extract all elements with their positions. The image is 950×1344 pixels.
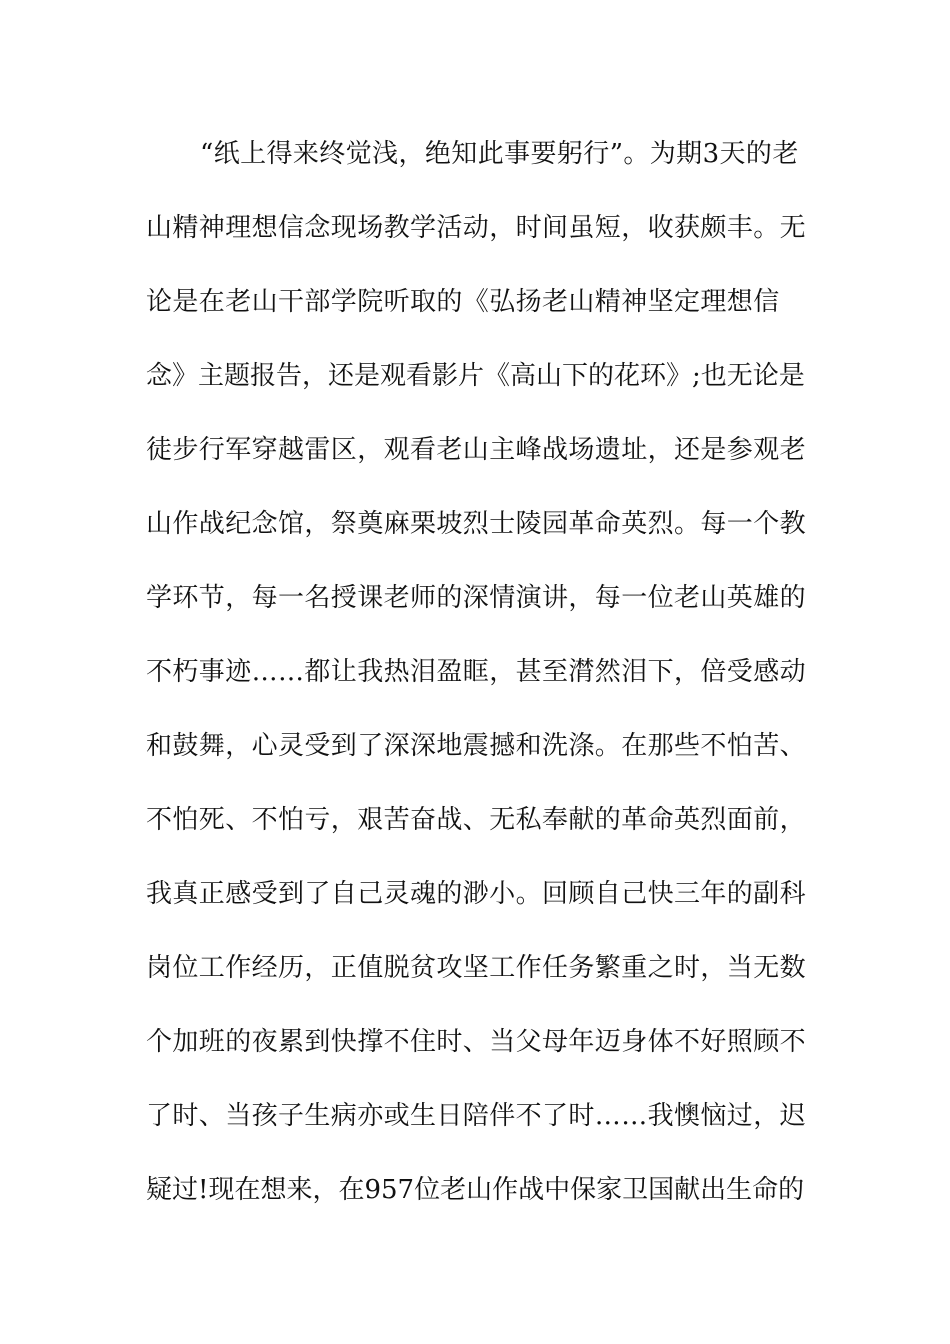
paragraph-line-6: 山作战纪念馆，祭奠麻栗坡烈士陵园革命英烈。每一个教 [146, 509, 807, 539]
paragraph-line-14: 了时、当孩子生病亦或生日陪伴不了时……我懊恼过，迟 [146, 1101, 807, 1131]
paragraph-line-10: 不怕死、不怕亏，艰苦奋战、无私奉献的革命英烈面前， [146, 805, 807, 835]
paragraph-line-8: 不朽事迹……都让我热泪盈眶，甚至潸然泪下，倍受感动 [146, 657, 807, 687]
paragraph-line-13: 个加班的夜累到快撑不住时、当父母年迈身体不好照顾不 [146, 1027, 807, 1057]
paragraph-line-4: 念》主题报告，还是观看影片《高山下的花环》;也无论是 [146, 361, 805, 391]
paragraph-line-1: “纸上得来终觉浅，绝知此事要躬行”。为期3天的老 [200, 139, 799, 169]
paragraph-line-2: 山精神理想信念现场教学活动，时间虽短，收获颇丰。无 [146, 213, 807, 243]
paragraph-line-5: 徒步行军穿越雷区，观看老山主峰战场遗址，还是参观老 [146, 435, 807, 465]
paragraph-line-12: 岗位工作经历，正值脱贫攻坚工作任务繁重之时，当无数 [146, 953, 807, 983]
paragraph-line-9: 和鼓舞，心灵受到了深深地震撼和洗涤。在那些不怕苦、 [146, 731, 807, 761]
paragraph-line-11: 我真正感受到了自己灵魂的渺小。回顾自己快三年的副科 [146, 879, 807, 909]
paragraph-line-3: 论是在老山干部学院听取的《弘扬老山精神坚定理想信 [146, 287, 780, 317]
paragraph-line-7: 学环节，每一名授课老师的深情演讲，每一位老山英雄的 [146, 583, 807, 613]
paragraph-line-15: 疑过!现在想来，在957位老山作战中保家卫国献出生命的 [146, 1175, 805, 1205]
